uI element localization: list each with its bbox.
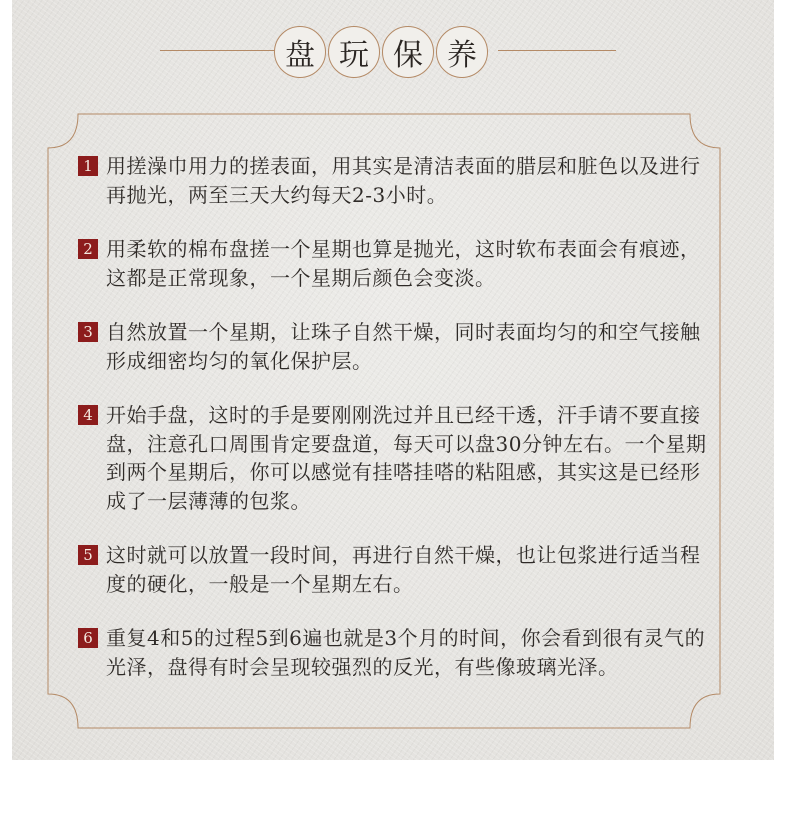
step-number-badge: 5: [78, 545, 98, 565]
care-step: [78, 541, 708, 598]
step-number-badge: 6: [78, 628, 98, 648]
care-step: [78, 318, 708, 375]
step-text: 这时就可以放置一段时间，再进行自然干燥，也让包浆进行适当程度的硬化，一般是一个星期左右。: [106, 543, 701, 596]
step-text: 用搓澡巾用力的搓表面，用其实是清洁表面的腊层和脏色以及进行再抛光，两至三天大约每天2-3小时。: [106, 154, 701, 207]
care-step: [78, 235, 708, 292]
care-steps-list: [78, 152, 708, 707]
step-text: 用柔软的棉布盘搓一个星期也算是抛光，这时软布表面会有痕迹，这都是正常现象，一个星期后颜色会变淡。: [106, 237, 701, 290]
title-char-2: 玩: [328, 26, 380, 78]
step-text: 自然放置一个星期，让珠子自然干燥，同时表面均匀的和空气接触形成细密均匀的氧化保护层。: [106, 320, 701, 373]
step-text: 开始手盘，这时的手是要刚刚洗过并且已经干透，汗手请不要直接盘，注意孔口周围肯定要盘道，每天可以盘30分钟左右。一个星期到两个星期后，你可以感觉有挂嗒挂嗒的粘阻感，其实这是已经形成了一层薄薄的包浆。: [106, 403, 707, 513]
title-char-1: 盘: [274, 26, 326, 78]
step-number-badge: 1: [78, 156, 98, 176]
step-number-badge: 2: [78, 239, 98, 259]
care-step: [78, 624, 708, 681]
care-step: [78, 401, 708, 515]
step-text: 重复4和5的过程5到6遍也就是3个月的时间，你会看到很有灵气的光泽，盘得有时会呈现较强烈的反光，有些像玻璃光泽。: [106, 626, 706, 679]
care-step: [78, 152, 708, 209]
step-number-badge: 4: [78, 405, 98, 425]
title-char-4: 养: [436, 26, 488, 78]
step-number-badge: 3: [78, 322, 98, 342]
title-char-3: 保: [382, 26, 434, 78]
paper-background: [12, 0, 774, 760]
